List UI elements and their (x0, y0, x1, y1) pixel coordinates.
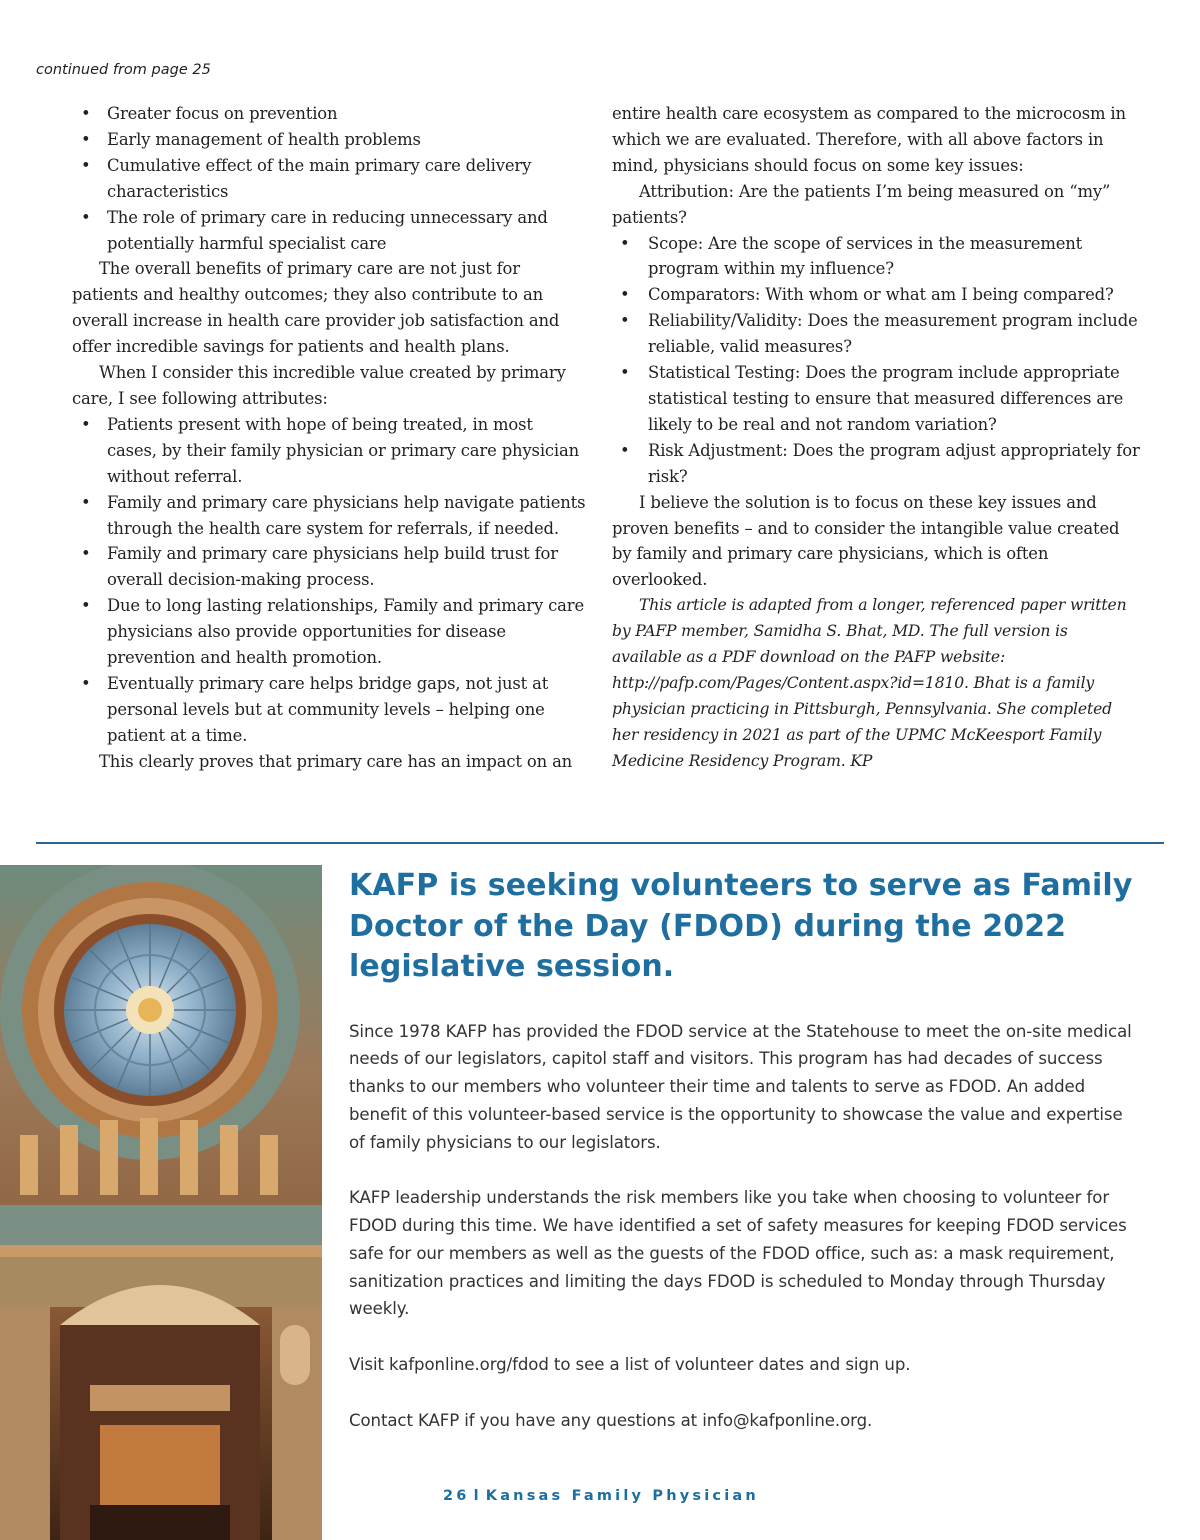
list-item: • Scope: Are the scope of services in the measurement program within my influence? (612, 231, 1140, 283)
list-item: • Due to long lasting relationships, Family and primary care physicians also provide opportunities for disease prevention and health promotion. (72, 593, 587, 671)
article-left-column (72, 101, 587, 775)
list-item: • Cumulative effect of the main primary care delivery characteristics (72, 153, 587, 205)
publication-name: Kansas Family Physician (485, 1488, 759, 1504)
key-issues-list (612, 231, 1140, 490)
list-item: • The role of primary care in reducing unnecessary and potentially harmful specialist care (72, 205, 587, 257)
list-item: • Risk Adjustment: Does the program adjust appropriately for risk? (612, 438, 1140, 490)
footer-separator: l (473, 1488, 482, 1504)
page-footer (443, 1488, 759, 1504)
attributes-list (72, 412, 587, 749)
page-number: 26 (443, 1488, 470, 1504)
promo-contact: Contact KAFP if you have any questions at info@kafponline.org. (349, 1410, 873, 1430)
promo-paragraph: KAFP leadership understands the risk members like you take when choosing to volunteer for FDOD during this time. We have identified a set of safety measures for keeping FDOD services safe for our members as well as the guests of the FDOD office, such as: a mask requirement, sanitization practices and limiting the days FDOD is scheduled to Monday through Thursday weekly. (349, 1188, 1127, 1319)
promo-body (349, 1018, 1139, 1435)
list-item: • Comparators: With whom or what am I being compared? (612, 282, 1140, 308)
continued-note: continued from page 25 (36, 62, 211, 78)
article-paragraph: I believe the solution is to focus on these key issues and proven benefits – and to consider the intangible value created by family and primary care physicians, which is often overlooked. (612, 492, 1120, 590)
capitol-dome-photo (0, 865, 322, 1540)
section-divider (36, 842, 1164, 844)
list-item: • Eventually primary care helps bridge gaps, not just at personal levels but at community levels – helping one patient at a time. (72, 671, 587, 749)
author-note: This article is adapted from a longer, referenced paper written by PAFP member, Samidha S. Bhat, MD. The full version is available as a PDF download on the PAFP website: http://pafp.com/Pages/Content.aspx?id=1810. Bhat is a family physician practicing in Pittsburgh, Pennsylvania. She completed her residency in 2021 as part of the UPMC McKeesport Family Medicine Residency Program. KP (612, 596, 1127, 770)
fdod-promo (349, 866, 1139, 1462)
list-item: • Greater focus on prevention (72, 101, 587, 127)
promo-headline: KAFP is seeking volunteers to serve as Family Doctor of the Day (FDOD) during the 2022 legislative session. (349, 868, 1133, 984)
list-item: • Family and primary care physicians help navigate patients through the health care system for referrals, if needed. (72, 490, 587, 542)
list-item: • Statistical Testing: Does the program include appropriate statistical testing to ensure that measured differences are likely to be real and not random variation? (612, 360, 1140, 438)
list-item: • Early management of health problems (72, 127, 587, 153)
list-item: • Reliability/Validity: Does the measurement program include reliable, valid measures? (612, 308, 1140, 360)
list-item: • Patients present with hope of being treated, in most cases, by their family physician or primary care physician without referral. (72, 412, 587, 490)
benefits-list (72, 101, 587, 256)
article-paragraph: This clearly proves that primary care has an impact on an (99, 751, 573, 771)
article-paragraph: entire health care ecosystem as compared to the microcosm in which we are evaluated. Therefore, with all above factors in mind, physicians should focus on some key issues: (612, 104, 1126, 175)
promo-paragraph: Since 1978 KAFP has provided the FDOD service at the Statehouse to meet the on-site medical needs of our legislators, capitol staff and visitors. This program has had decades of success thanks to our members who volunteer their time and talents to serve as FDOD. An added benefit of this volunteer-based service is the opportunity to showcase the value and expertise of family physicians to our legislators. (349, 1021, 1132, 1152)
article-right-column (612, 101, 1140, 775)
article-paragraph: When I consider this incredible value created by primary care, I see following attributes: (72, 363, 566, 408)
article-paragraph: Attribution: Are the patients I’m being measured on “my” patients? (612, 181, 1111, 227)
article-paragraph: The overall benefits of primary care are not just for patients and healthy outcomes; they also contribute to an overall increase in health care provider job satisfaction and offer incredible savings for patients and health plans. (72, 259, 560, 357)
list-item: • Family and primary care physicians help build trust for overall decision-making process. (72, 541, 587, 593)
promo-signup: Visit kafponline.org/fdod to see a list of volunteer dates and sign up. (349, 1355, 911, 1375)
